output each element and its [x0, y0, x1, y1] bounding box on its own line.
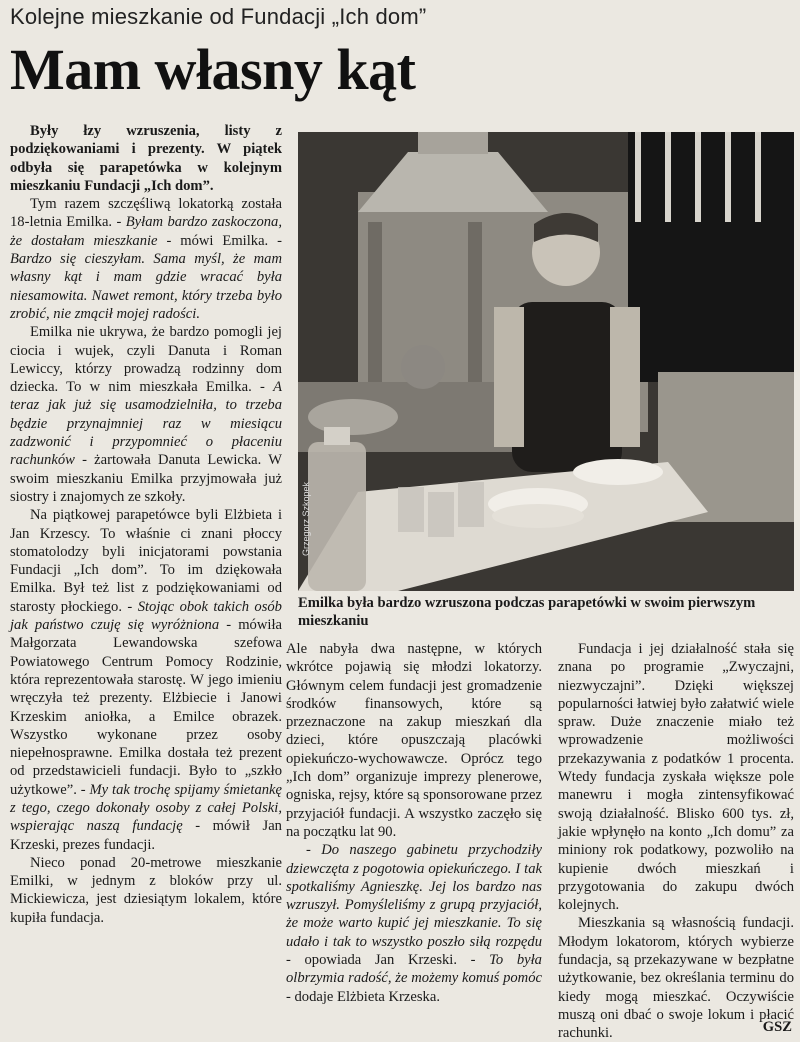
paragraph: - Do naszego gabinetu przychodziły dziewczęta z pogotowia opiekuńczego. I tak spotkaliśmy Agnieszkę. Jej los bardzo nas wzruszył. Pomyśleliśmy z grupą przyjaciół, że może warto kupić jej mieszkanie. To się udało i tak to wszystko poszło siłą rozpędu - opowiada Jan Krzeski. - To była olbrzymia radość, że możemy komuś pomóc - dodaje Elżbieta Krzeska.: [286, 842, 542, 1005]
paragraph: Emilka nie ukrywa, że bardzo pomogli jej ciocia i wujek, czyli Danuta i Roman Lewiccy, którzy prowadzą rodzinny dom dziecka. To w nim mieszkała Emilka. - A teraz jak już się usamodzielniła, to trzeba będzie przynajmniej raz w miesiącu zadzwonić i przypomnieć o płaceniu rachunków - żartowała Danuta Lewicka. W swoim mieszkaniu Emilka przyjmowała już siostry i znajomych ze szkoły.: [10, 324, 282, 505]
paragraph: Mieszkania są własnością fundacji. Młodym lokatorom, których wybierze fundacja, są przekazywane w bezpłatne użytkowanie, bez określania terminu do kiedy mogą mieszkać. Oczywiście muszą oni dbać o swoje lokum i płacić rachunki.: [558, 915, 794, 1042]
photo-credit: Grzegorz Szkopek: [301, 482, 311, 557]
photo-caption: Emilka była bardzo wzruszona podczas parapetówki w swoim pierwszym mieszkaniu: [298, 595, 756, 629]
article-headline: Mam własny kąt: [10, 37, 416, 102]
article-photo: [298, 132, 794, 591]
author-signature: GSZ: [762, 1019, 792, 1035]
article-column-1: [10, 122, 282, 927]
article-column-3: [558, 640, 794, 1042]
paragraph: Fundacja i jej działalność stała się znana po programie „Zwyczajni, niezwyczajni”. Dzięki większej popularności łatwiej było załatwić wiele spraw. Duże znaczenie miało też wprowadzenie możliwości przekazywania z podatków 1 procenta. Wtedy fundacja zyskała większe pole manewru i mogła zintensyfikować swoją działalność. Blisko 600 tys. zł, jakie wpłynęło na konto „Ich domu” za miniony rok podatkowy, pozwoliło na kupienie dwóch mieszkań i przygotowania do zakupu dwóch kolejnych.: [558, 641, 794, 914]
paragraph: Nieco ponad 20-metrowe mieszkanie Emilki, w jednym z bloków przy ul. Mickiewicza, jest dziesiątym lokalem, które kupiła fundacja.: [10, 854, 282, 926]
photo-kitchen-image: [298, 132, 794, 591]
article-kicker: Kolejne mieszkanie od Fundacji „Ich dom”: [10, 4, 427, 29]
paragraph: Ale nabyła dwa następne, w których wkrótce pojawią się młodzi lokatorzy. Głównym celem fundacji jest gromadzenie środków finansowych, które są przeznaczone na zakup mieszkań dla dzieci, które opuszczają placówki opiekuńczo-wychowawcze. Oprócz tego „Ich dom” organizuje imprezy plenerowe, ogniska, rejsy, które są sponsorowane przez przyjaciół fundacji. A wszystko zaczęło się na początku lat 90.: [286, 641, 542, 840]
article-lead: Były łzy wzruszenia, listy z podziękowaniami i prezenty. W piątek odbyła się parapetówka w kolejnym mieszkaniu Fundacji „Ich dom”.: [10, 123, 282, 194]
paragraph: Tym razem szczęśliwą lokatorką została 18-letnia Emilka. - Byłam bardzo zaskoczona, że dostałam mieszkanie - mówi Emilka. - Bardzo się cieszyłam. Sama myśl, że mam własny kąt i mam gdzie wracać była niesamowita. Nawet remont, który trzeba było zrobić, nie zmącił mojej radości.: [10, 196, 282, 322]
paragraph: Na piątkowej parapetówce byli Elżbieta i Jan Krzescy. To właśnie ci znani płoccy stomatolodzy byli inicjatorami powstania Fundacji „Ich dom”. To im dziękowała Emilka. Był też list z podziękowaniami od starosty płockiego. - Stojąc obok takich osób jak państwo czuję się wyróżniona - mówiła Małgorzata Lewandowska szefowa Powiatowego Centrum Pomocy Rodzinie, która reprezentowała starostę. W jego imieniu wręczyła też prezenty. Elżbiecie i Janowi Krzeskim aniołka, a Emilce obrazek. Wszystko wykonane przez osoby niepełnosprawne. Emilka dostała też prezent od przedstawicieli fundacji. Było to „szkło użytkowe”. - My tak trochę spijamy śmietankę z tego, czego dokonały osoby z całej Polski, wspierając naszą fundację - mówił Jan Krzeski, prezes fundacji.: [10, 507, 282, 853]
article-column-2: [286, 640, 542, 1006]
